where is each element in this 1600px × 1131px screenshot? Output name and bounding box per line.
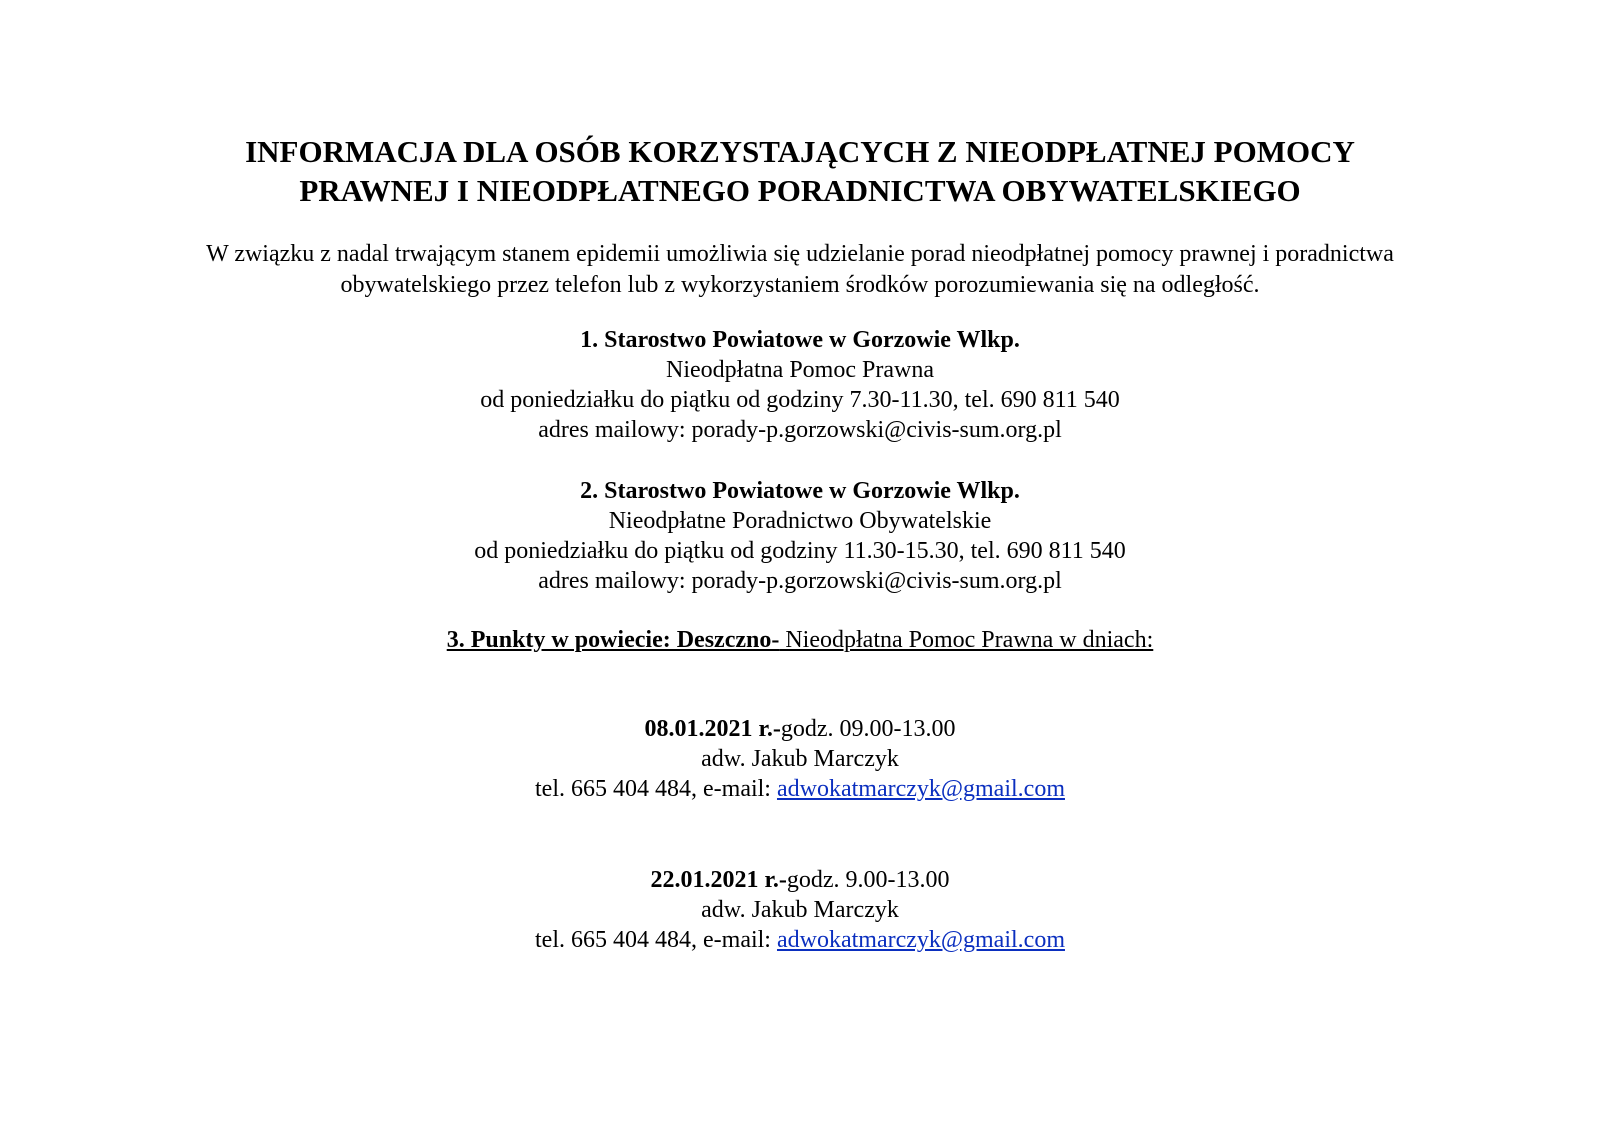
event-lawyer: adw. Jakub Marczyk xyxy=(701,746,899,772)
title-line-1: INFORMACJA DLA OSÓB KORZYSTAJĄCYCH Z NIEODPŁATNEJ POMOCY xyxy=(245,134,1355,169)
event-time: godz. 09.00-13.00 xyxy=(780,716,956,742)
section-hours: od poniedziałku do piątku od godziny 7.30-11.30, tel. 690 811 540 xyxy=(480,387,1120,413)
section-email: adres mailowy: porady-p.gorzowski@civis-sum.org.pl xyxy=(538,417,1062,443)
section-hours: od poniedziałku do piątku od godziny 11.30-15.30, tel. 690 811 540 xyxy=(474,538,1126,564)
event-contact-prefix: tel. 665 404 484, e-mail: xyxy=(535,776,777,802)
event-time: godz. 9.00-13.00 xyxy=(786,867,950,893)
section-service: Nieodpłatne Poradnictwo Obywatelskie xyxy=(608,508,992,534)
section-3-heading xyxy=(100,625,1500,655)
event-email-link[interactable]: adwokatmarczyk@gmail.com xyxy=(776,776,1065,802)
intro-line-2: obywatelskiego przez telefon lub z wykorzystaniem środków porozumiewania się na odległość. xyxy=(340,272,1260,298)
event-contact xyxy=(100,925,1500,955)
section-service: Nieodpłatna Pomoc Prawna xyxy=(666,357,934,383)
event-date: 08.01.2021 r.- xyxy=(644,716,781,742)
section-3-normal: Nieodpłatna Pomoc Prawna w dniach: xyxy=(779,627,1154,653)
section-3-bold: 3. Punkty w powiecie: Deszczno- xyxy=(446,627,780,653)
section-3 xyxy=(100,625,1500,655)
intro-paragraph xyxy=(100,239,1500,301)
event-contact-prefix: tel. 665 404 484, e-mail: xyxy=(535,927,777,953)
section-heading: 1. Starostwo Powiatowe w Gorzowie Wlkp. xyxy=(580,327,1020,353)
event-date-line xyxy=(100,714,1500,744)
event-lawyer: adw. Jakub Marczyk xyxy=(701,897,899,923)
document-title xyxy=(100,132,1500,210)
title-line-2: PRAWNEJ I NIEODPŁATNEGO PORADNICTWA OBYWATELSKIEGO xyxy=(299,173,1301,208)
event-entry xyxy=(100,714,1500,804)
event-date: 22.01.2021 r.- xyxy=(650,867,787,893)
event-email-link[interactable]: adwokatmarczyk@gmail.com xyxy=(776,927,1065,953)
section-email: adres mailowy: porady-p.gorzowski@civis-sum.org.pl xyxy=(538,568,1062,594)
event-contact xyxy=(100,774,1500,804)
event-entry xyxy=(100,865,1500,955)
section-heading: 2. Starostwo Powiatowe w Gorzowie Wlkp. xyxy=(580,478,1020,504)
section-2 xyxy=(100,476,1500,596)
section-1 xyxy=(100,325,1500,445)
event-date-line xyxy=(100,865,1500,895)
intro-line-1: W związku z nadal trwającym stanem epidemii umożliwia się udzielanie porad nieodpłatnej pomocy prawnej i poradnictwa xyxy=(206,241,1394,267)
